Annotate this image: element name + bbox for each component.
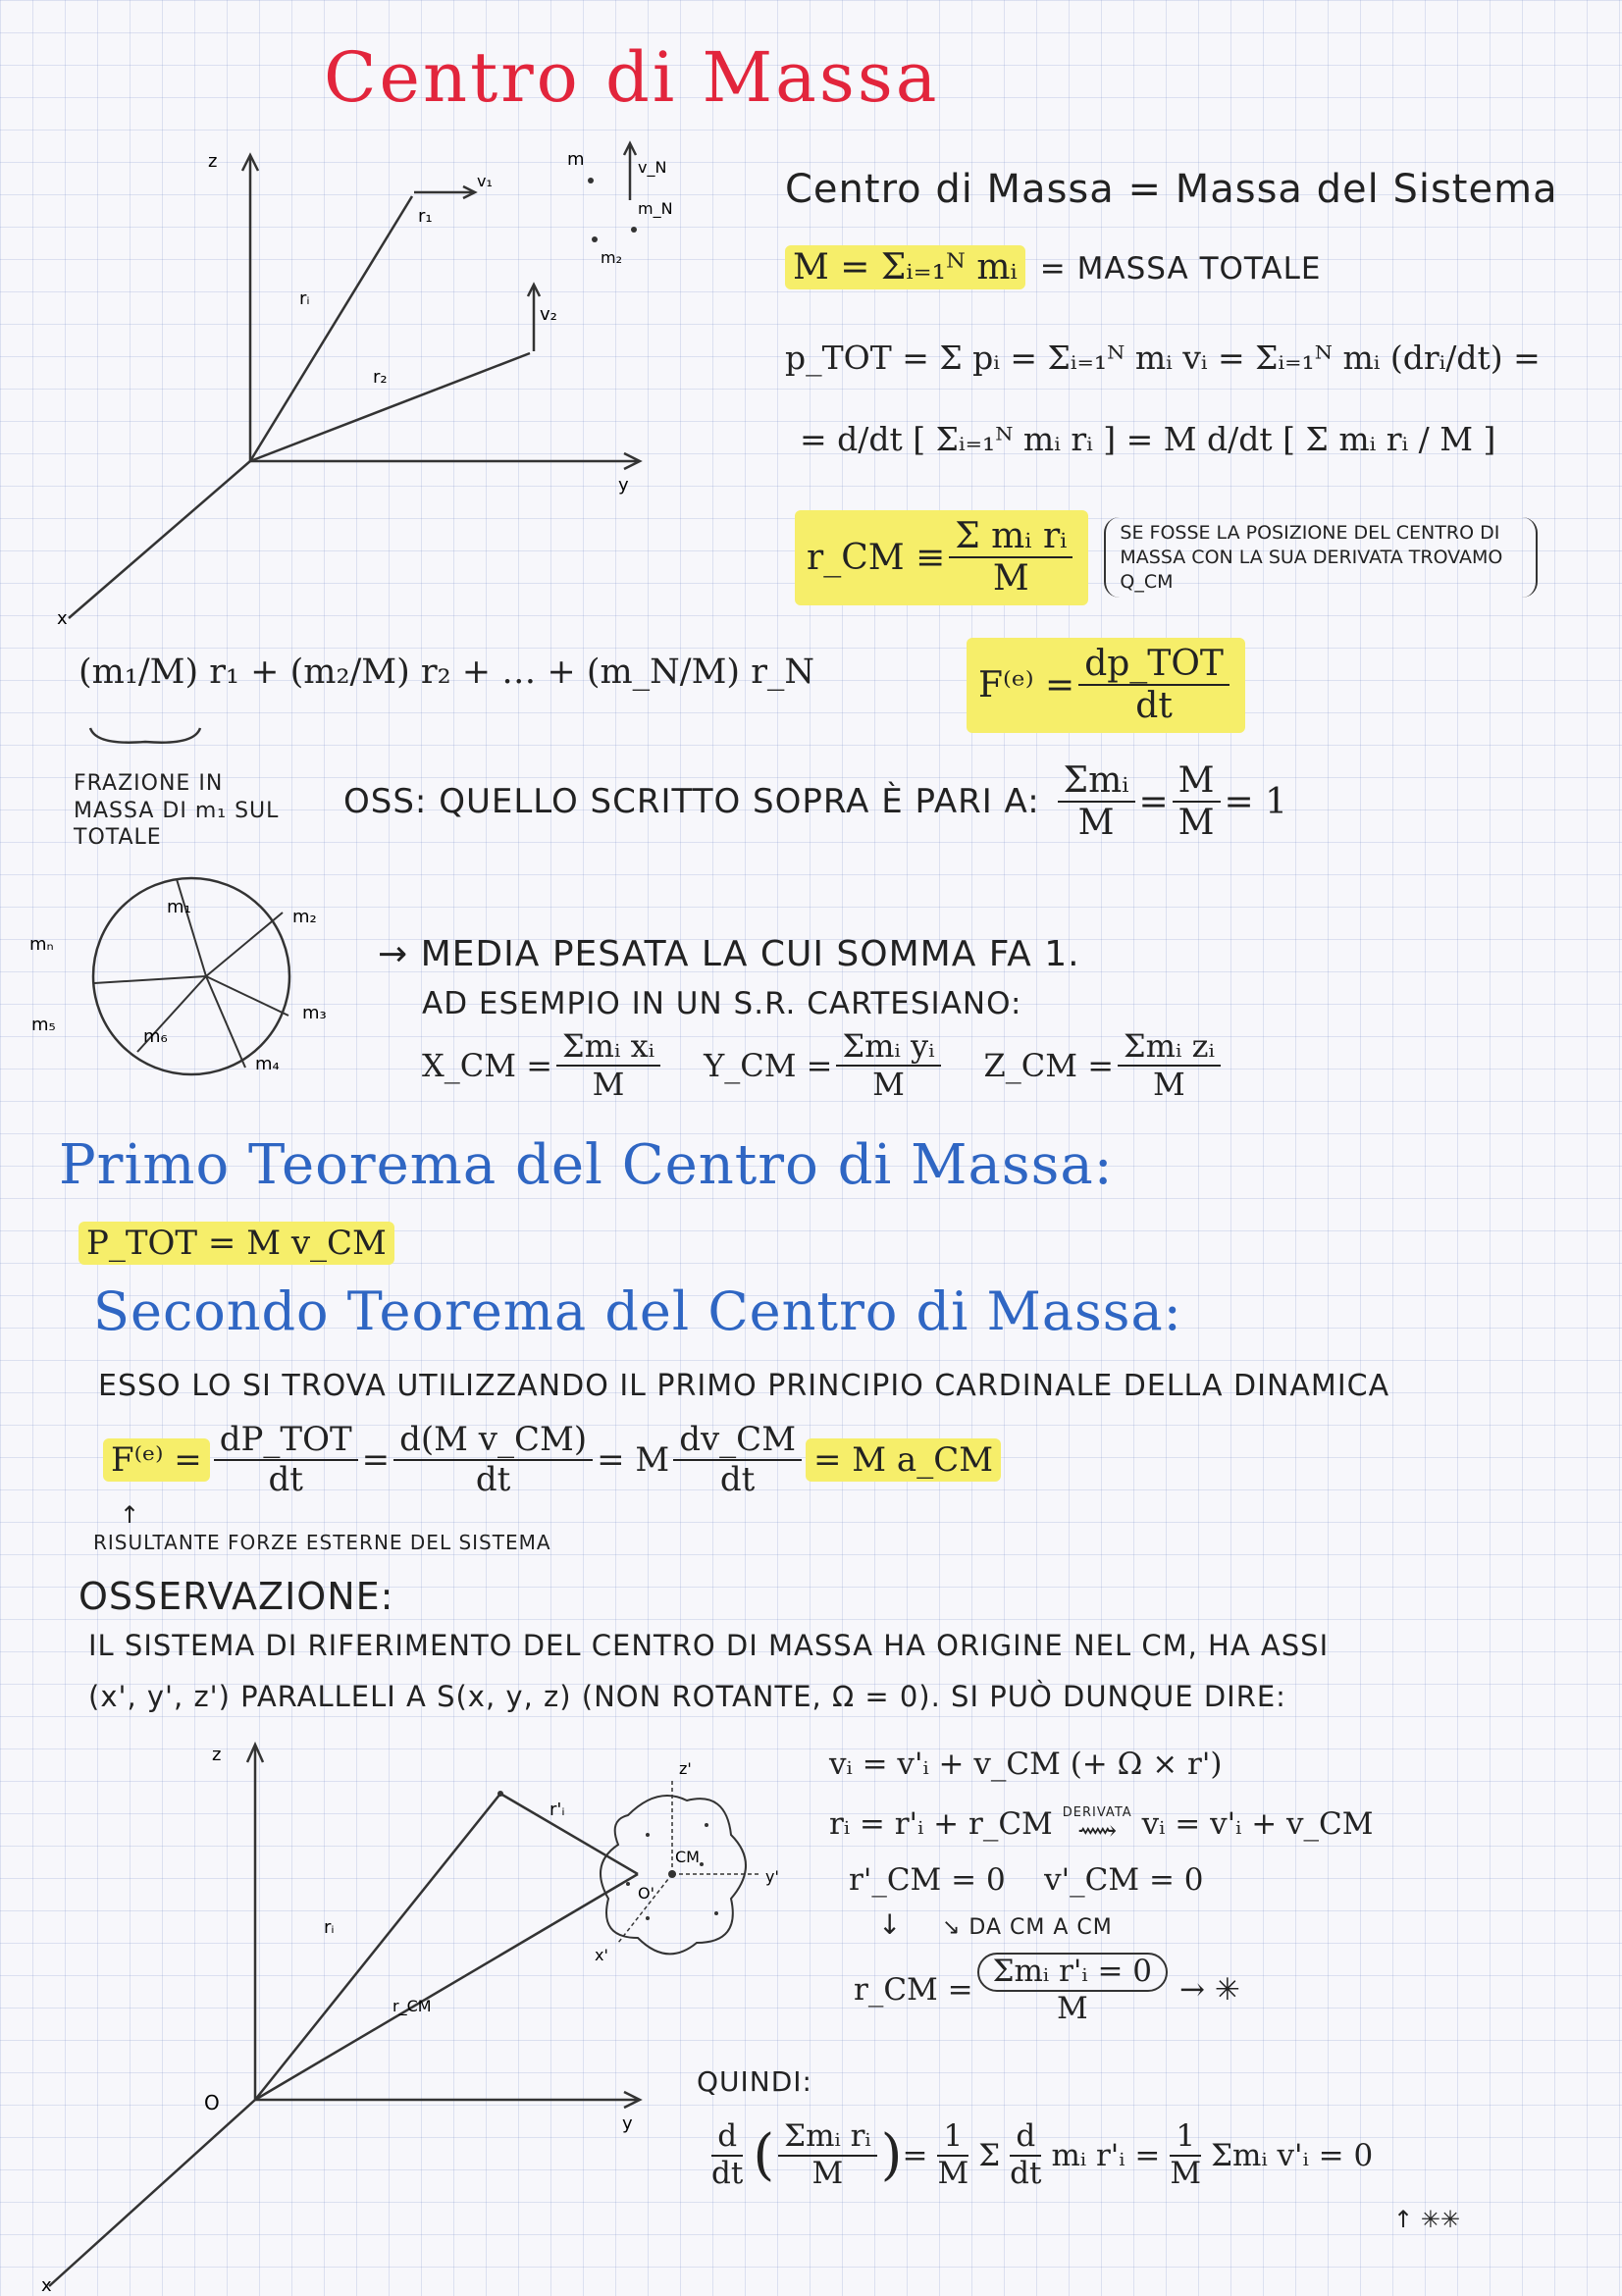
xcm-numerator: Σmᵢ xᵢ xyxy=(556,1028,660,1067)
ptot-line-1: p_TOT = Σ pᵢ = Σᵢ₌₁ᴺ mᵢ vᵢ = Σᵢ₌₁ᴺ mᵢ (drᵢ/dt) = xyxy=(785,339,1541,377)
media-line-1: → MEDIA PESATA LA CUI SOMMA FA 1. xyxy=(378,934,1080,974)
f3-numerator: dv_CM xyxy=(673,1421,802,1461)
pie-label-m1: m₁ xyxy=(167,897,191,917)
vector-r2 xyxy=(250,353,530,461)
cm-coordinates xyxy=(422,1028,1225,1103)
quindi-paren-num: Σmᵢ rᵢ xyxy=(778,2119,876,2157)
ptot-line-2: = d/dt [ Σᵢ₌₁ᴺ mᵢ rᵢ ] = M d/dt [ Σ mᵢ rᵢ / M ] xyxy=(800,420,1496,458)
position-relation: rᵢ = r'ᵢ + r_CM xyxy=(829,1805,1053,1842)
axis-y-label: y xyxy=(618,475,629,496)
quindi-one-frac xyxy=(931,2119,974,2191)
origin2-label: O' xyxy=(638,1884,654,1903)
double-star-marker: ↑ ✳✳ xyxy=(1393,2206,1460,2233)
pie-label-m3: m₃ xyxy=(302,1003,327,1023)
quindi-paren-frac xyxy=(778,2119,876,2191)
quindi-dd-den: dt xyxy=(1010,2155,1042,2191)
force-numerator: dp_TOT xyxy=(1078,644,1230,686)
oss-eq: = xyxy=(1138,781,1169,822)
ri-label-2: rᵢ xyxy=(324,1917,335,1938)
force-denominator: dt xyxy=(1135,686,1173,727)
star-marker: → ✳ xyxy=(1179,1971,1240,2008)
zcm-denominator: M xyxy=(1153,1065,1185,1103)
axis-y2-label: y' xyxy=(765,1867,779,1886)
cm-heading: Centro di Massa = Massa del Sistema xyxy=(785,167,1558,212)
zcm-formula xyxy=(984,1028,1225,1103)
second-theorem-result: = M a_CM xyxy=(806,1438,1001,1482)
vector-ri xyxy=(255,1794,500,2100)
zero-relations: r'_CM = 0 v'_CM = 0 xyxy=(849,1862,1204,1898)
rcm-fraction xyxy=(949,516,1073,600)
brace xyxy=(86,724,204,754)
axis-x2-label: x' xyxy=(595,1946,608,1964)
xcm-fraction xyxy=(556,1028,660,1103)
force-lhs: F⁽ᵉ⁾ = xyxy=(978,664,1075,705)
ri-prime-label: r'ᵢ xyxy=(549,1800,565,1820)
quindi-one2-frac xyxy=(1164,2119,1207,2191)
eq1: = xyxy=(361,1440,391,1481)
first-theorem-heading: Primo Teorema del Centro di Massa: xyxy=(59,1133,1114,1197)
f1-fraction xyxy=(214,1421,358,1499)
derived-velocity-relation: vᵢ = v'ᵢ + v_CM xyxy=(1141,1805,1374,1842)
quindi-formula: $\frac{d}{dt}$ ( $\frac{\text{Σmᵢ rᵢ}}{M}$ ) = $\frac{1}{M}$ Σ $\frac{d}{dt}$ mᵢ r'ᵢ = $\frac{1}{M}$ Σmᵢ v'ᵢ = 0 xyxy=(702,2119,1373,2191)
origin-label: O xyxy=(204,2091,220,2114)
axis-x-label: x xyxy=(57,608,68,628)
total-mass-formula: M = Σᵢ₌₁ᴺ mᵢ xyxy=(785,245,1025,289)
xcm-formula xyxy=(422,1028,664,1103)
vector-rcm xyxy=(255,1874,638,2100)
oss-m-denominator: M xyxy=(1177,803,1215,844)
f2-numerator: d(M v_CM) xyxy=(393,1421,593,1461)
rcm-numerator: Σ mᵢ rᵢ xyxy=(949,516,1073,558)
page-title: Centro di Massa xyxy=(324,37,940,118)
total-mass-label: = MASSA TOTALE xyxy=(1039,251,1322,287)
rcm-zero-denominator: M xyxy=(1056,1990,1088,2026)
pie-label-m5: m₅ xyxy=(31,1015,56,1035)
axis-z2-label: z' xyxy=(679,1759,692,1778)
second-theorem-desc: ESSO LO SI TROVA UTILIZZANDO IL PRIMO PRINCIPIO CARDINALE DELLA DINAMICA xyxy=(98,1369,1390,1403)
r2-label: r₂ xyxy=(373,367,388,388)
rcm-zero-eq: = 0 xyxy=(1097,1954,1153,1989)
eq2: = M xyxy=(597,1440,670,1481)
rcm-zero-numerator xyxy=(977,1953,1168,1992)
ri-label: rᵢ xyxy=(299,288,310,309)
f3-denominator: dt xyxy=(719,1460,756,1500)
cm-frame-diagram xyxy=(39,1727,785,2296)
oss-row xyxy=(343,760,1287,844)
oss-sum-numerator: Σmᵢ xyxy=(1058,760,1135,803)
x-axis xyxy=(69,461,250,618)
mass-pie-diagram xyxy=(20,873,353,1089)
rcm-lhs: r_CM ≡ xyxy=(807,537,946,578)
position-relation-row xyxy=(829,1805,1374,1847)
v2-label: v₂ xyxy=(540,304,557,325)
m-label: m xyxy=(567,149,585,170)
v1-label: v₁ xyxy=(477,172,493,190)
rcm-row xyxy=(795,510,1538,605)
xcm-lhs: X_CM = xyxy=(422,1046,553,1084)
zcm-numerator: Σmᵢ zᵢ xyxy=(1118,1028,1221,1067)
quindi-paren-den: M xyxy=(811,2155,844,2191)
rcm-formula xyxy=(795,510,1088,605)
quindi-d-frac xyxy=(706,2119,749,2191)
vector-ri-prime xyxy=(500,1794,638,1874)
f1-numerator: dP_TOT xyxy=(214,1421,358,1461)
axis-y-label-2: y xyxy=(622,2113,633,2134)
m2-label: m₂ xyxy=(601,248,622,267)
quindi-tail: Σmᵢ v'ᵢ = 0 xyxy=(1211,2137,1374,2173)
brace-label: FRAZIONE IN MASSA DI m₁ SUL TOTALE xyxy=(74,771,280,850)
oss-text: OSS: QUELLO SCRITTO SOPRA È PARI A: xyxy=(343,782,1040,822)
ycm-lhs: Y_CM = xyxy=(704,1046,833,1084)
oss-m-numerator: M xyxy=(1173,760,1221,803)
external-forces-note: RISULTANTE FORZE ESTERNE DEL SISTEMA xyxy=(93,1531,551,1554)
rcm-zero-lhs: r_CM = xyxy=(854,1971,973,2008)
media-line-2: AD ESEMPIO IN UN S.R. CARTESIANO: xyxy=(422,986,1022,1021)
axis-z-label-2: z xyxy=(212,1745,222,1765)
quindi-d-num: d xyxy=(711,2119,743,2157)
pie-label-mn: mₙ xyxy=(29,934,54,955)
fractions-expression: (m₁/M) r₁ + (m₂/M) r₂ + … + (m_N/M) r_N xyxy=(78,652,815,692)
r1-label: r₁ xyxy=(418,206,433,227)
velocity-relation: vᵢ = v'ᵢ + v_CM (+ Ω × r') xyxy=(829,1747,1223,1782)
pie-label-m6: m₆ xyxy=(143,1026,168,1047)
f2-fraction xyxy=(393,1421,593,1499)
ycm-formula xyxy=(704,1028,944,1103)
quindi-eq: = xyxy=(902,2137,928,2173)
vn-label: v_N xyxy=(638,158,667,177)
osservazione-line-2: (x', y', z') PARALLELI A S(x, y, z) (NON ROTANTE, Ω = 0). SI PUÒ DUNQUE DIRE: xyxy=(88,1680,1286,1713)
axis-x-label-2: x xyxy=(41,2275,52,2296)
axis-z-label: z xyxy=(208,151,218,172)
da-cm-note: ↘ DA CM A CM xyxy=(942,1915,1113,1940)
total-mass-row xyxy=(785,247,1322,287)
zcm-fraction xyxy=(1118,1028,1221,1103)
quindi-label: QUINDI: xyxy=(697,2065,812,2098)
ycm-numerator: Σmᵢ yᵢ xyxy=(836,1028,940,1067)
quindi-sigma: Σ xyxy=(978,2137,1001,2173)
quindi-dd-frac xyxy=(1004,2119,1047,2191)
force-formula xyxy=(967,638,1245,733)
ycm-denominator: M xyxy=(872,1065,905,1103)
oss-sum-fraction xyxy=(1058,760,1135,844)
f2-denominator: dt xyxy=(475,1460,511,1500)
pie-label-m4: m₄ xyxy=(255,1054,280,1074)
quindi-dd-num: d xyxy=(1010,2119,1041,2157)
derivative-label: DERIVATA xyxy=(1062,1805,1132,1820)
quindi-one2-num: 1 xyxy=(1170,2119,1201,2157)
quindi-term: mᵢ r'ᵢ = xyxy=(1051,2137,1161,2173)
derivative-arrow: DERIVATA ⟿ xyxy=(1062,1805,1132,1847)
osservazione-line-1: IL SISTEMA DI RIFERIMENTO DEL CENTRO DI MASSA HA ORIGINE NEL CM, HA ASSI xyxy=(88,1629,1330,1662)
up-arrow-icon: ↑ xyxy=(120,1501,140,1529)
second-theorem-heading: Secondo Teorema del Centro di Massa: xyxy=(93,1280,1182,1342)
force-ext-lhs: F⁽ᵉ⁾ = xyxy=(103,1438,210,1482)
rcm-zero-num-text: Σmᵢ r'ᵢ xyxy=(992,1954,1088,1989)
mn-label: m_N xyxy=(638,199,673,218)
vector-r1 xyxy=(250,196,412,461)
rcm-label: r_CM xyxy=(392,1997,432,2015)
cm-label: CM xyxy=(675,1848,700,1866)
xcm-denominator: M xyxy=(592,1065,625,1103)
oss-m-fraction xyxy=(1173,760,1221,844)
osservazione-heading: OSSERVAZIONE: xyxy=(78,1575,394,1618)
zcm-lhs: Z_CM = xyxy=(983,1046,1114,1084)
force-fraction xyxy=(1078,644,1230,727)
rcm-note: SE FOSSE LA POSIZIONE DEL CENTRO DI MASSA CON LA SUA DERIVATA TROVAMO Q_CM xyxy=(1104,517,1538,598)
rcm-denominator: M xyxy=(992,558,1029,600)
first-theorem-formula: P_TOT = M v_CM xyxy=(78,1222,394,1265)
quindi-one-num: 1 xyxy=(937,2119,968,2157)
ycm-fraction xyxy=(836,1028,940,1103)
quindi-one-den: M xyxy=(937,2155,969,2191)
oss-sum-denominator: M xyxy=(1077,803,1115,844)
quindi-d-den: dt xyxy=(711,2155,744,2191)
quindi-one2-den: M xyxy=(1170,2155,1202,2191)
rcm-zero-row xyxy=(854,1953,1240,2026)
down-arrow-icon: ↓ xyxy=(878,1908,902,1941)
vector-diagram-1 xyxy=(49,137,697,628)
second-theorem-formula xyxy=(103,1421,1001,1499)
f1-denominator: dt xyxy=(268,1460,303,1500)
pie-label-m2: m₂ xyxy=(292,907,317,927)
oss-result: = 1 xyxy=(1224,781,1288,822)
f3-fraction xyxy=(673,1421,802,1499)
rcm-zero-fraction xyxy=(977,1953,1168,2026)
